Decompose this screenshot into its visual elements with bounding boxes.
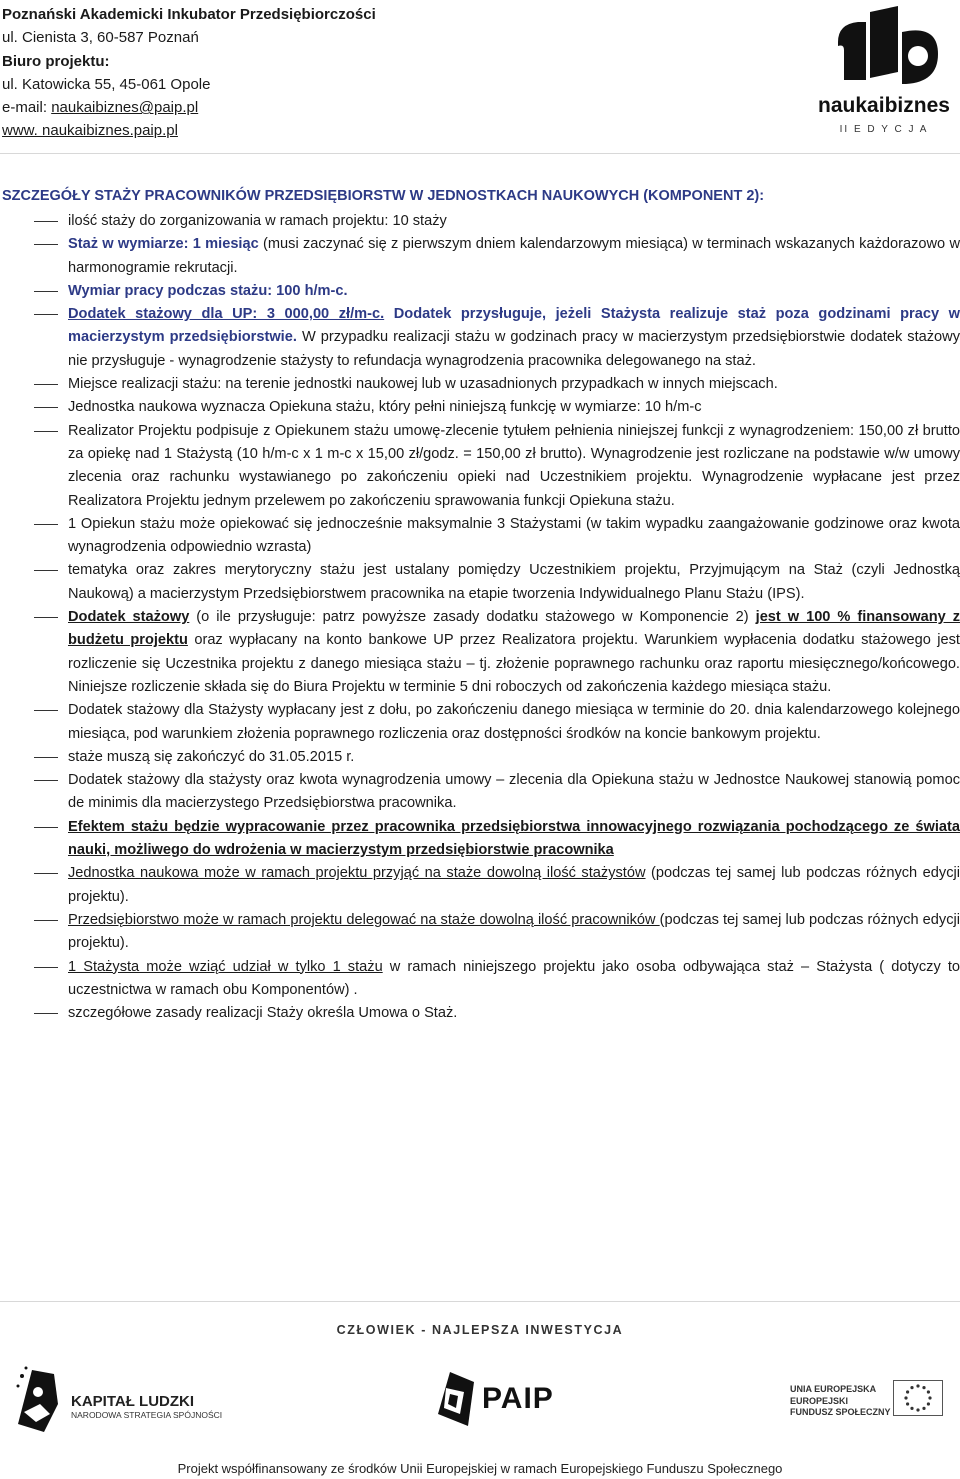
section-title: SZCZEGÓŁY STAŻY PRACOWNIKÓW PRZEDSIĘBIORSTW W JEDNOSTKACH NAUKOWYCH (KOMPONENT 2): (2, 188, 765, 204)
dash-bullet (34, 920, 58, 921)
list-item: 1 Opiekun stażu może opiekować się jednocześnie maksymalnie 3 Stażystami (w takim wypadku zaangażowanie godzinowe oraz kwota wynagrodzenia odpowiednio wzrasta) (0, 513, 960, 560)
list-item: ilość staży do zorganizowania w ramach projektu: 10 staży (0, 210, 960, 233)
footer-divider (0, 1301, 960, 1302)
dash-bullet (34, 407, 58, 408)
dash-bullet (34, 244, 58, 245)
dash-bullet (34, 291, 58, 292)
dash-bullet (34, 221, 58, 222)
website-link[interactable]: www. naukaibiznes.paip.pl (2, 122, 178, 140)
dash-bullet (34, 710, 58, 711)
list-item: Dodatek stażowy (o ile przysługuje: patrz powyższe zasady dodatku stażowego w Komponencie 2) jest w 100 % finansowany z budżetu projektu oraz wypłacany na konto bankowe UP przez Realizatora projektu. Warunkiem wypłacenia dodatku stażowego jest rozliczenie się Uczestnika projektu z danego miesiąca stażu – tj. złożenie poprawnego rachunku oraz raportu miesięcznego/końcowego. Niniejsze rozliczenie składa się do Biura Projektu w terminie 5 dni roboczych od zakończenia każdego miesiąca stażu. (0, 606, 960, 699)
naukaibiznes-logo (808, 2, 960, 136)
address-office: ul. Katowicka 55, 45-061 Opole (2, 75, 211, 93)
dash-bullet (34, 384, 58, 385)
list-item: Wymiar pracy podczas stażu: 100 h/m-c. (0, 280, 960, 303)
email-link[interactable]: naukaibiznes@paip.pl (51, 99, 199, 117)
nb-logo-icon (838, 6, 938, 84)
dash-bullet (34, 780, 58, 781)
list-item: Realizator Projektu podpisuje z Opiekunem stażu umowę-zlecenie tytułem pełnienia niniejszej funkcji z wynagrodzeniem: 150,00 zł brutto za opiekę nad 1 Stażystą (10 h/m-c x 1 m-c x 15,00 zł/godz. = 150,00 zł brutto). Wynagrodzenie jest rozliczane na podstawie w/w umowy zlecenia oraz rachunku wystawianego po zakończeniu opieki nad Uczestnikiem projektu. Wynagrodzenie wypłacane jest przez Realizatora Projektu jednym przelewem po zakończeniu sprawowania funkcji Opiekuna stażu. (0, 420, 960, 513)
list-item: Jednostka naukowa wyznacza Opiekuna stażu, który pełni niniejszą funkcję w wymiarze: 10 h/m-c (0, 396, 960, 419)
logo-wordmark: naukaibiznes (818, 94, 950, 117)
cofinancing-note: Projekt współfinansowany ze środków Unii Europejskiej w ramach Europejskiego Funduszu Społecznego (177, 1461, 783, 1476)
list-item: Jednostka naukowa może w ramach projektu przyjąć na staże dowolną ilość stażystów (podczas tej samej lub podczas różnych edycji projektu). (0, 862, 960, 909)
dash-bullet (34, 314, 58, 315)
email-line (2, 96, 376, 119)
kapital-ludzki-title: KAPITAŁ LUDZKI (71, 1393, 195, 1410)
list-item: tematyka oraz zakres merytoryczny stażu jest ustalany pomiędzy Uczestnikiem projektu, Przyjmującym na Staż (czyli Jednostką Naukową) a macierzystym Przedsiębiorstwem pracownika na etapie tworzenia Indywidualnego Planu Stażu (IPS). (0, 559, 960, 606)
header-divider (0, 153, 960, 154)
dash-bullet (34, 873, 58, 874)
header-contact (2, 3, 376, 143)
list-item: Efektem stażu będzie wypracowanie przez pracownika przedsiębiorstwa innowacyjnego rozwiązania pochodzącego ze świata nauki, możliwego do wdrożenia w macierzystym przedsiębiorstwie pracownika (0, 816, 960, 863)
list-item: Dodatek stażowy dla Stażysty wypłacany jest z dołu, po zakończeniu danego miesiąca w terminie do 20. dnia kalendarzowego kolejnego miesiąca, pod warunkiem złożenia poprawnego rozliczenia oraz dostępności środków na koncie bankowym projektu. (0, 699, 960, 746)
logo-edition: II E D Y C J A (839, 124, 929, 135)
list-item: Staż w wymiarze: 1 miesiąc (musi zaczynać się z pierwszym dniem kalendarzowym miesiąca) w terminach wskazanych każdorazowo w harmonogramie rekrutacji. (0, 233, 960, 280)
footer-slogan: CZŁOWIEK - NAJLEPSZA INWESTYCJA (336, 1323, 624, 1337)
list-item: Miejsce realizacji stażu: na terenie jednostki naukowej lub w uzasadnionych przypadkach w innych miejscach. (0, 373, 960, 396)
dash-bullet (34, 967, 58, 968)
dash-bullet (34, 524, 58, 525)
eu-label: UNIA EUROPEJSKA EUROPEJSKI FUNDUSZ SPOŁECZNY (790, 1384, 891, 1417)
dash-bullet (34, 827, 58, 828)
internship-details-list (0, 210, 960, 1025)
dash-bullet (34, 570, 58, 571)
dash-bullet (34, 757, 58, 758)
list-item: szczegółowe zasady realizacji Staży określa Umowa o Staż. (0, 1002, 960, 1025)
dash-bullet (34, 431, 58, 432)
list-item: Przedsiębiorstwo może w ramach projektu delegować na staże dowolną ilość pracowników (podczas tej samej lub podczas różnych edycji projektu). (0, 909, 960, 956)
address-main: ul. Cienista 3, 60-587 Poznań (2, 29, 199, 47)
list-item: 1 Stażysta może wziąć udział w tylko 1 stażu w ramach niniejszego projektu jako osoba odbywająca staż – Stażysta ( dotyczy to uczestnictwa w ramach obu Komponentów) . (0, 956, 960, 1003)
email-prefix: e-mail: (2, 99, 52, 117)
list-item: staże muszą się zakończyć do 31.05.2015 r. (0, 746, 960, 769)
eu-flag-icon (893, 1380, 943, 1416)
paip-wordmark: PAIP (482, 1382, 554, 1415)
project-office-label: Biuro projektu: (2, 52, 110, 70)
list-item: Dodatek stażowy dla stażysty oraz kwota wynagrodzenia umowy – zlecenia dla Opiekuna stażu w Jednostce Naukowej stanowią pomoc de minimis dla macierzystego Przedsiębiorstwa pracownika. (0, 769, 960, 816)
org-name: Poznański Akademicki Inkubator Przedsiębiorczości (2, 6, 376, 23)
dash-bullet (34, 1013, 58, 1014)
kapital-ludzki-subtitle: NARODOWA STRATEGIA SPÓJNOŚCI (71, 1410, 223, 1420)
dash-bullet (34, 617, 58, 618)
list-item: Dodatek stażowy dla UP: 3 000,00 zł/m-c. Dodatek przysługuje, jeżeli Stażysta realizuje staż poza godzinami pracy w macierzystym przedsiębiorstwie. W przypadku realizacji stażu w godzinach pracy w macierzystym przedsiębiorstwie dodatek stażowy nie przysługuje - wynagrodzenie stażysty to refundacja wynagrodzenia pracownika delegowanego na staż. (0, 303, 960, 373)
